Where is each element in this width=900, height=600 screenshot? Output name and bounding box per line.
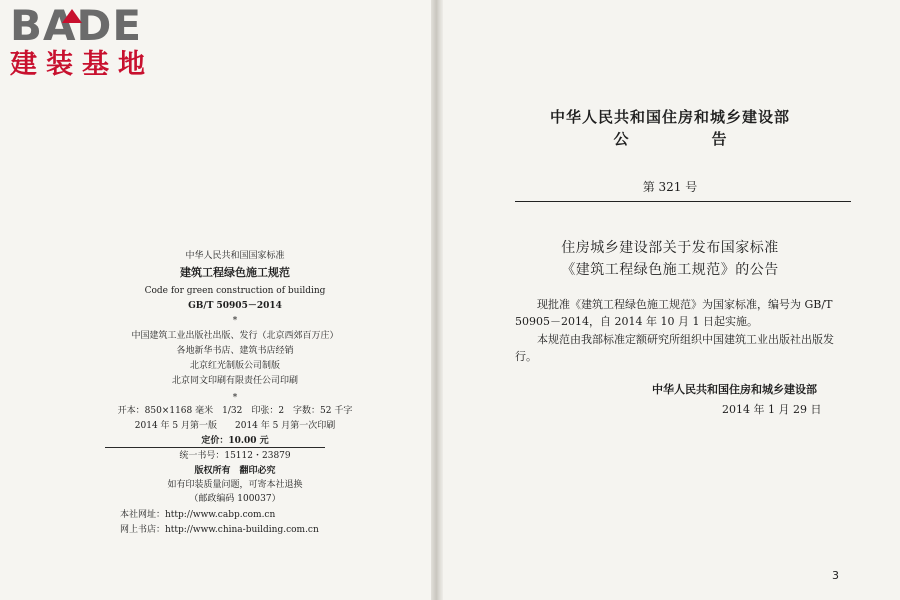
return-policy-line: 如有印装质量问题，可寄本社退换	[167, 480, 303, 490]
signature-date: 2014 年 1 月 29 日	[722, 403, 822, 416]
divider-line	[105, 447, 325, 448]
bade-logo	[10, 1, 180, 82]
printer-line: 北京同文印刷有限责任公司印刷	[171, 376, 298, 386]
book-gutter	[431, 0, 443, 600]
page-number: 3	[832, 569, 839, 582]
format-line: 开本：850×1168 毫米 1/32 印张：2 字数：52 千字	[117, 406, 353, 416]
announcement-paragraph-1: 现批准《建筑工程绿色施工规范》为国家标准，编号为 GB/T 50905－2014，自 2014 年 10 月 1 日起实施。	[515, 298, 833, 328]
announcement-paragraph-2: 本规范由我部标准定额研究所组织中国建筑工业出版社出版发行。	[515, 333, 834, 363]
separator-mark: *	[232, 316, 238, 326]
announcement-title: 公 告	[613, 130, 761, 148]
english-title: Code for green construction of building	[144, 286, 326, 296]
signature-department: 中华人民共和国住房和城乡建设部	[652, 383, 817, 396]
book-number-line: 统一书号：15112・23879	[179, 451, 291, 461]
notice-title-line-1: 住房城乡建设部关于发布国家标准	[561, 240, 779, 256]
publisher-series: 中华人民共和国国家标准	[185, 251, 285, 261]
publisher-line: 中国建筑工业出版社出版、发行（北京西郊百万庄）	[131, 331, 339, 341]
logo-accent-icon	[62, 9, 82, 23]
header-rule	[515, 201, 851, 202]
online-store-line: 网上书店：http://www.china-building.com.cn	[120, 525, 319, 535]
standard-code: GB/T 50905－2014	[188, 301, 282, 311]
rights-line: 版权所有 翻印必究	[194, 466, 276, 476]
distributor-line: 各地新华书店、建筑书店经销	[176, 346, 294, 356]
logo-subtitle: 建装基地	[10, 49, 154, 80]
website-line: 本社网址：http://www.cabp.com.cn	[120, 510, 276, 520]
announcement-number: 第 321 号	[642, 180, 698, 194]
postal-code-line: （邮政编码 100037）	[189, 494, 281, 504]
standard-title: 建筑工程绿色施工规范	[180, 266, 290, 279]
notice-title-line-2: 《建筑工程绿色施工规范》的公告	[561, 262, 779, 278]
separator-mark: *	[232, 393, 238, 403]
price-line: 定价：10.00 元	[201, 436, 269, 446]
edition-line: 2014 年 5 月第一版 2014 年 5 月第一次印刷	[134, 421, 336, 431]
announcement-department: 中华人民共和国住房和城乡建设部	[549, 108, 790, 126]
logo-text: BADE	[10, 1, 143, 50]
plate-maker-line: 北京红光制版公司制版	[189, 361, 280, 371]
